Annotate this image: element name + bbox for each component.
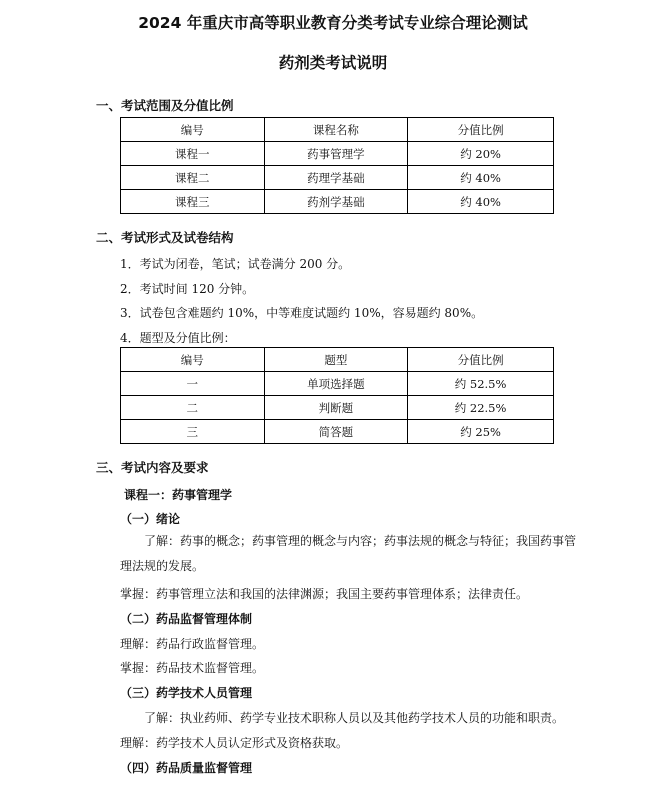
document-title: 2024 年重庆市高等职业教育分类考试专业综合理论测试 [138,14,528,32]
table-header-row [121,348,554,372]
table-header-cell: 编号 [121,348,265,372]
table-row [121,166,554,190]
table-header-cell: 课程名称 [264,118,408,142]
table-header-cell: 编号 [121,118,265,142]
table-cell: 课程一 [121,142,265,166]
table-cell: 判断题 [264,396,408,420]
question-type-table [120,347,554,444]
table-row [121,142,554,166]
table-cell: 二 [121,396,265,420]
table-cell: 药理学基础 [264,166,408,190]
table-cell: 约 40% [408,166,554,190]
exam-item: 4．题型及分值比例： [120,331,236,345]
document-subtitle: 药剂类考试说明 [278,54,388,72]
chapter-line: 掌握：药品技术监督管理。 [120,661,265,675]
table-cell: 简答题 [264,420,408,444]
table-cell: 课程三 [121,190,265,214]
section-heading-1: 一、考试范围及分值比例 [96,98,234,113]
chapter-heading: （一）绪论 [120,512,181,526]
chapter-line: 了解：药事的概念；药事管理的概念与内容；药事法规的概念与特征；我国药事管理法规的发展。 [120,534,577,573]
exam-item: 2．考试时间 120 分钟。 [120,282,255,296]
chapter-heading: （四）药品质量监督管理 [120,761,253,775]
table-cell: 药事管理学 [264,142,408,166]
exam-item: 1．考试为闭卷，笔试；试卷满分 200 分。 [120,257,351,271]
exam-item: 3．试卷包含难题约 10%，中等难度试题约 10%，容易题约 80%。 [120,306,484,320]
section-heading-2: 二、考试形式及试卷结构 [96,230,234,245]
table-header-row [121,118,554,142]
table-row [121,372,554,396]
table-row [121,396,554,420]
table-cell: 一 [121,372,265,396]
course-score-table [120,117,554,214]
chapter-line: 理解：药学技术人员认定形式及资格获取。 [120,736,349,750]
chapter-line: 了解：执业药师、药学专业技术职称人员以及其他药学技术人员的功能和职责。 [144,711,565,725]
table-cell: 约 22.5% [408,396,554,420]
table-cell: 约 52.5% [408,372,554,396]
table-header-cell: 题型 [264,348,408,372]
chapter-heading: （二）药品监督管理体制 [120,612,253,626]
table-cell: 约 40% [408,190,554,214]
table-cell: 约 25% [408,420,554,444]
section-heading-3: 三、考试内容及要求 [96,460,209,475]
table-row [121,420,554,444]
chapter-line: 理解：药品行政监督管理。 [120,637,265,651]
chapter-line: 掌握：药事管理立法和我国的法律渊源；我国主要药事管理体系；法律责任。 [120,587,529,601]
table-cell: 药剂学基础 [264,190,408,214]
table-header-cell: 分值比例 [408,118,554,142]
table-cell: 约 20% [408,142,554,166]
table-header-cell: 分值比例 [408,348,554,372]
table-cell: 单项选择题 [264,372,408,396]
table-cell: 三 [121,420,265,444]
table-row [121,190,554,214]
chapter-heading: （三）药学技术人员管理 [120,686,253,700]
table-cell: 课程二 [121,166,265,190]
course-title: 课程一：药事管理学 [124,488,233,502]
